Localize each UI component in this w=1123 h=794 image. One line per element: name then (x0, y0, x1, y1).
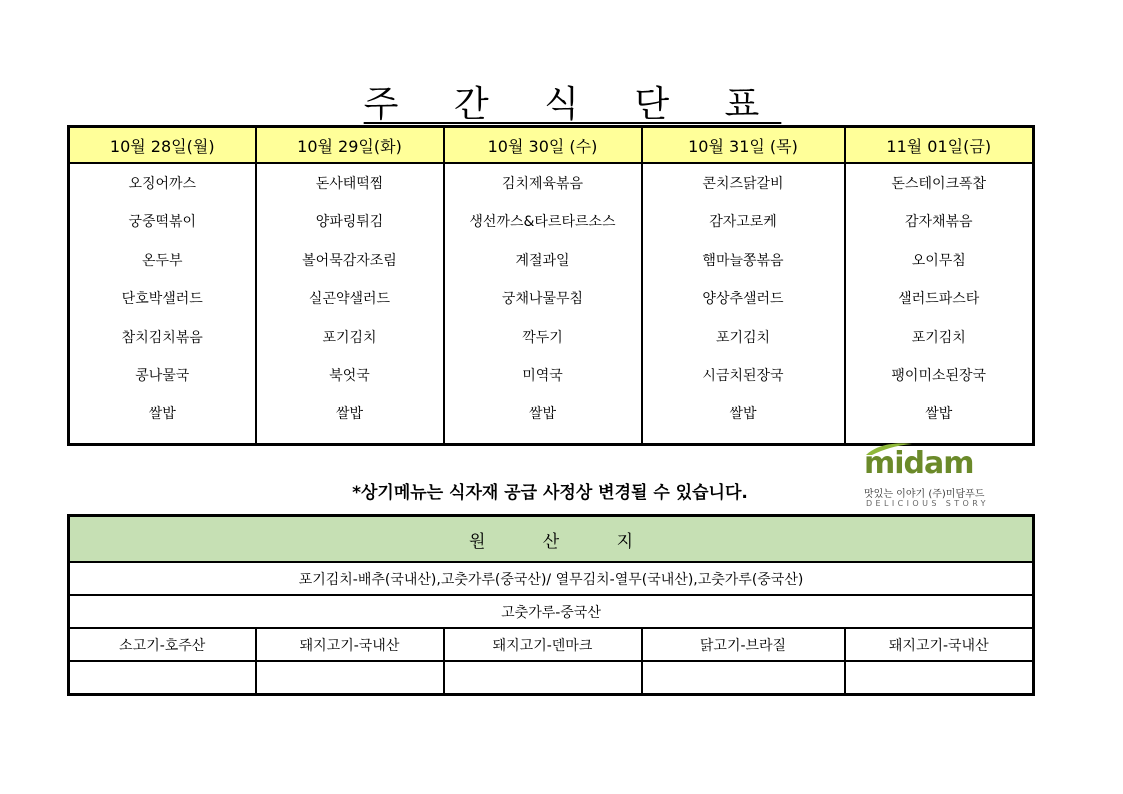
meat-origin-cell: 돼지고기-국내산 (256, 628, 444, 661)
kimchi-origin: 포기김치-배추(국내산),고춧가루(중국산)/ 열무김치-열무(국내산),고춧가루(중국산) (69, 562, 1034, 595)
menu-item: 단호박샐러드 (121, 291, 203, 308)
menu-item: 포기김치 (911, 329, 966, 346)
menu-item: 감자채볶음 (904, 214, 973, 231)
menu-item: 쌀밥 (729, 406, 757, 423)
day-menu-column (845, 163, 1034, 444)
menu-item: 궁중떡볶이 (128, 214, 197, 231)
day-header: 10월 29일(화) (256, 127, 444, 164)
menu-change-notice: *상기메뉴는 식자재 공급 사정상 변경될 수 있습니다. (352, 483, 748, 503)
menu-item: 샐러드파스타 (898, 291, 980, 308)
menu-item: 생선까스&타르타르소스 (469, 214, 616, 231)
logo-tagline: 맛있는 이야기 (주)미담푸드 (864, 489, 985, 500)
menu-item: 시금치된장국 (702, 367, 784, 384)
meat-origin-cell: 소고기-호주산 (69, 628, 256, 661)
menu-item: 돈스테이크폭찹 (891, 176, 987, 192)
menu-item: 콩나물국 (135, 367, 190, 384)
menu-item: 실곤약샐러드 (308, 291, 391, 308)
empty-cell (845, 661, 1034, 695)
midam-logo (862, 442, 1012, 510)
menu-item: 양상추샐러드 (702, 291, 784, 308)
day-header: 11월 01일(금) (845, 127, 1034, 164)
menu-item: 포기김치 (322, 329, 377, 346)
menu-item: 팽이미소된장국 (891, 367, 987, 384)
page-title: 주 간 식 단 표 (363, 84, 782, 125)
menu-item: 참치김치볶음 (121, 329, 203, 346)
menu-item: 쌀밥 (335, 406, 364, 423)
menu-item: 북엇국 (329, 367, 370, 384)
origin-row (69, 562, 1034, 595)
pepper-origin: 고춧가루-중국산 (69, 595, 1034, 628)
menu-item: 돈사태떡찜 (315, 176, 384, 192)
day-menu-column (256, 163, 444, 444)
origin-table (67, 514, 1035, 696)
empty-cell (69, 661, 256, 695)
menu-item: 계절과일 (515, 252, 570, 269)
day-menu-column (444, 163, 642, 444)
menu-item: 쌀밥 (528, 406, 557, 423)
meat-origin-row (69, 628, 1034, 661)
empty-cell (642, 661, 845, 695)
origin-row (69, 595, 1034, 628)
menu-item: 햄마늘쫑볶음 (702, 252, 784, 269)
menu-item: 온두부 (141, 252, 183, 269)
weekly-menu-table (67, 125, 1035, 446)
menu-item: 감자고로케 (709, 214, 777, 231)
day-menu-column (642, 163, 845, 444)
empty-cell (256, 661, 444, 695)
day-header: 10월 30일 (수) (444, 127, 642, 164)
day-header: 10월 28일(월) (69, 127, 256, 164)
day-header: 10월 31일 (목) (642, 127, 845, 164)
menu-item: 궁채나물무침 (501, 291, 584, 308)
menu-item: 미역국 (522, 367, 563, 384)
menu-item: 양파링튀김 (315, 214, 384, 231)
day-menu-column (69, 163, 256, 444)
meat-origin-cell: 돼지고기-덴마크 (444, 628, 642, 661)
logo-subtitle: DELICIOUS STORY (866, 499, 989, 508)
logo-wordmark: midam (864, 446, 974, 481)
origin-header-row (69, 516, 1034, 563)
menu-item: 쌀밥 (148, 406, 176, 423)
meat-origin-cell: 닭고기-브라질 (642, 628, 845, 661)
menu-item: 쌀밥 (925, 406, 953, 423)
menu-item: 콘치즈닭갈비 (702, 176, 784, 192)
origin-header: 원 산 지 (69, 516, 1034, 563)
menu-header-row (69, 127, 1034, 164)
menu-item: 깍두기 (522, 329, 563, 346)
menu-item: 포기김치 (715, 329, 771, 346)
meat-origin-cell: 돼지고기-국내산 (845, 628, 1034, 661)
menu-item: 볼어묵감자조림 (302, 252, 397, 269)
menu-item: 김치제육볶음 (501, 176, 584, 192)
menu-item: 오이무침 (911, 252, 966, 269)
empty-cell (444, 661, 642, 695)
empty-row (69, 661, 1034, 695)
menu-item: 오징어까스 (128, 176, 197, 192)
menu-items-row (69, 163, 1034, 444)
